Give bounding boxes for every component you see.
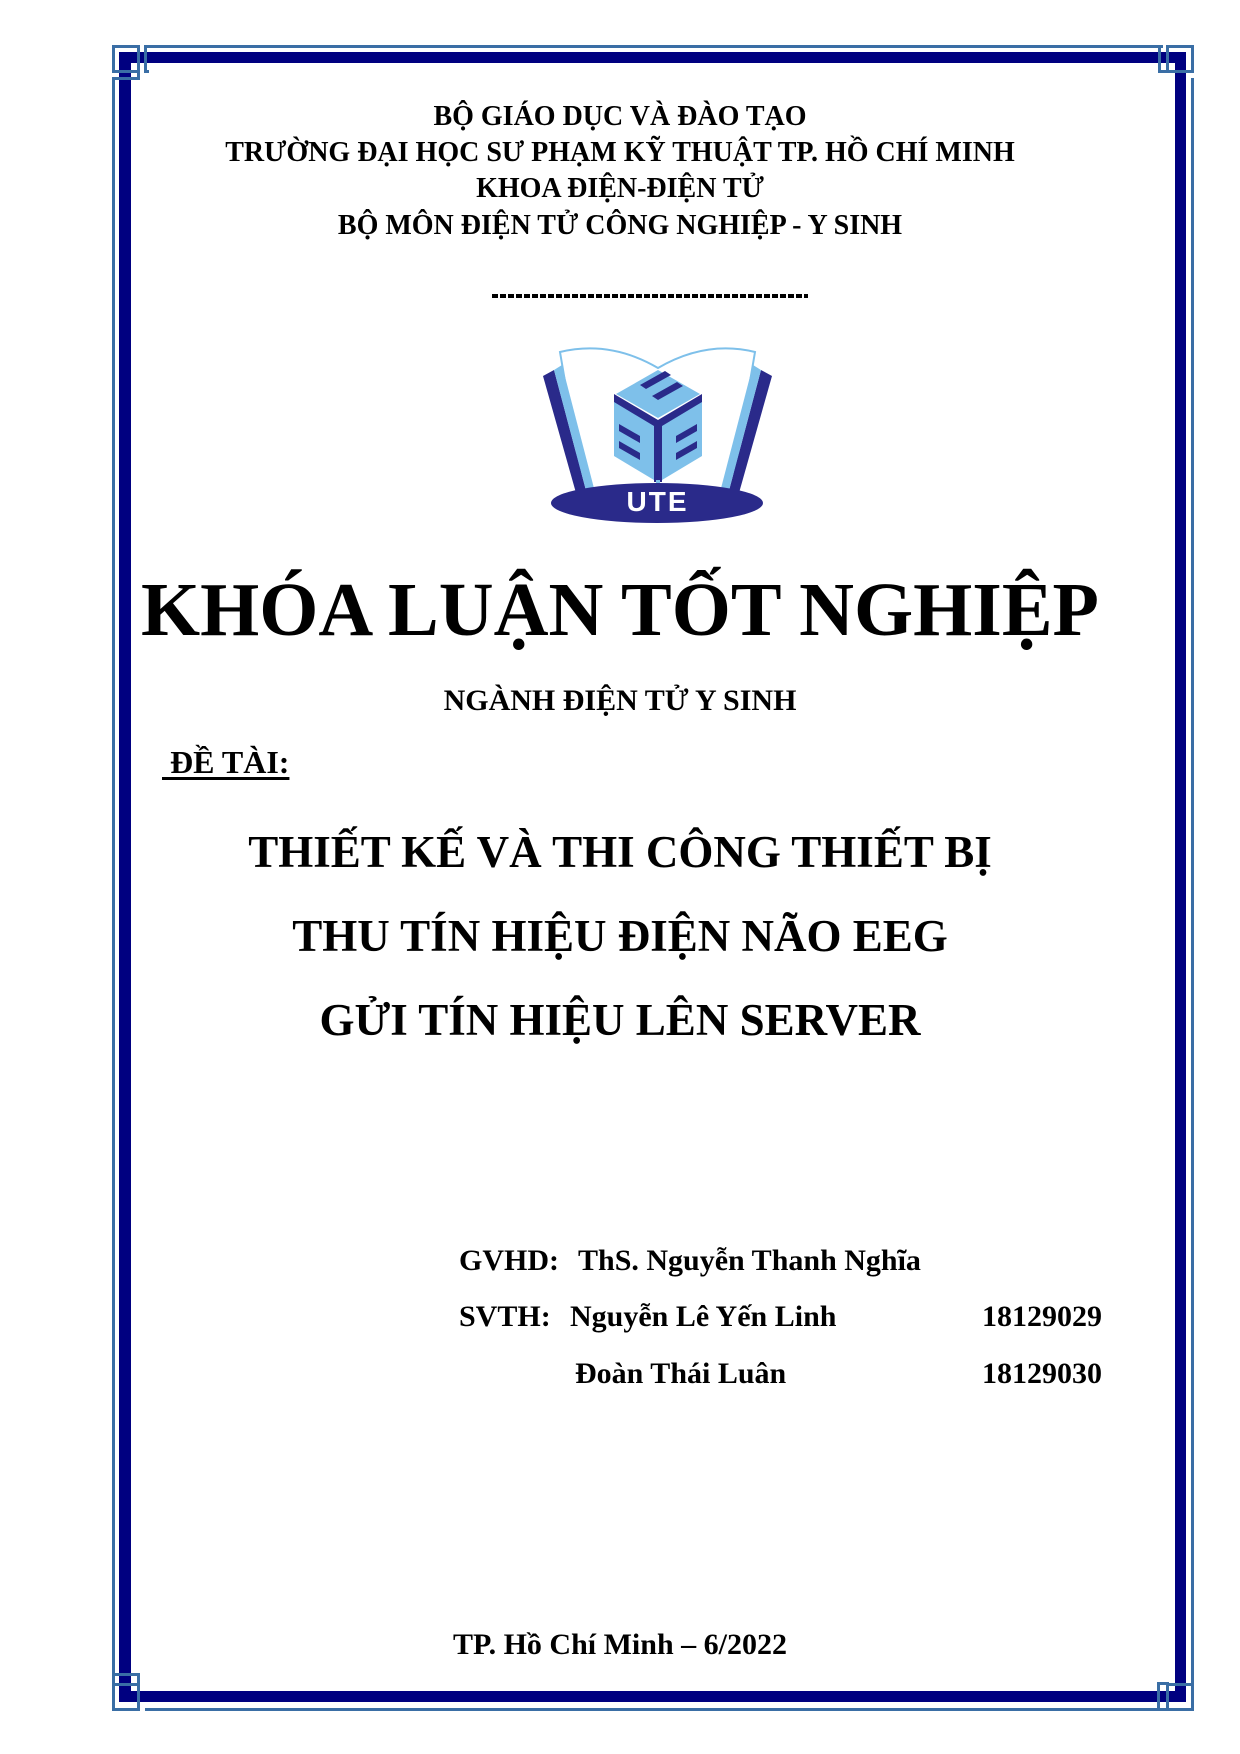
header-divider: [492, 294, 808, 298]
university-name: TRƯỜNG ĐẠI HỌC SƯ PHẠM KỸ THUẬT TP. HỒ CHÍ MINH: [225, 137, 1015, 168]
major-name: NGÀNH ĐIỆN TỬ Y SINH: [443, 684, 797, 717]
border-top-bar: [119, 52, 1186, 63]
student-id: 18129029: [982, 1300, 1102, 1333]
thesis-title-line-3: GỬI TÍN HIỆU LÊN SERVER: [319, 995, 921, 1045]
document-type-title: KHÓA LUẬN TỐT NGHIỆP: [141, 568, 1099, 652]
advisor-label: GVHD:: [459, 1244, 559, 1277]
border-outer-bottom: [145, 1708, 1163, 1711]
corner-ornament-br1: [1166, 1683, 1194, 1711]
thesis-title-line-1: THIẾT KẾ VÀ THI CÔNG THIẾT BỊ: [248, 827, 992, 877]
thesis-title-line-2: THU TÍN HIỆU ĐIỆN NÃO EEG: [292, 911, 948, 961]
border-outer-left: [112, 78, 115, 1678]
border-outer-right: [1191, 78, 1194, 1683]
student-id: 18129030: [982, 1357, 1102, 1390]
ute-logo: [540, 340, 775, 525]
border-outer-top: [147, 45, 1163, 48]
border-bottom-bar: [119, 1691, 1186, 1702]
corner-ornament-tr2: [1158, 45, 1168, 73]
corner-ornament-tl3: [144, 45, 149, 73]
ministry-name: BỘ GIÁO DỤC VÀ ĐÀO TẠO: [433, 101, 807, 132]
students-label: SVTH:: [459, 1300, 551, 1333]
place-and-date: TP. Hồ Chí Minh – 6/2022: [453, 1628, 787, 1661]
advisor-name: ThS. Nguyễn Thanh Nghĩa: [578, 1244, 921, 1277]
department-name: BỘ MÔN ĐIỆN TỬ CÔNG NGHIỆP - Y SINH: [337, 210, 903, 241]
corner-ornament-tr1: [1166, 45, 1194, 73]
corner-ornament-tl2: [112, 45, 140, 80]
topic-label: ĐỀ TÀI:: [162, 744, 290, 780]
corner-ornament-bl2: [112, 1673, 140, 1685]
faculty-name: KHOA ĐIỆN-ĐIỆN TỬ: [476, 173, 764, 204]
student-name: Đoàn Thái Luân: [575, 1357, 787, 1390]
corner-ornament-bl1: [112, 1683, 140, 1711]
student-name: Nguyễn Lê Yến Linh: [570, 1300, 837, 1333]
logo-text: UTE: [626, 486, 689, 517]
corner-ornament-br2: [1157, 1682, 1169, 1711]
